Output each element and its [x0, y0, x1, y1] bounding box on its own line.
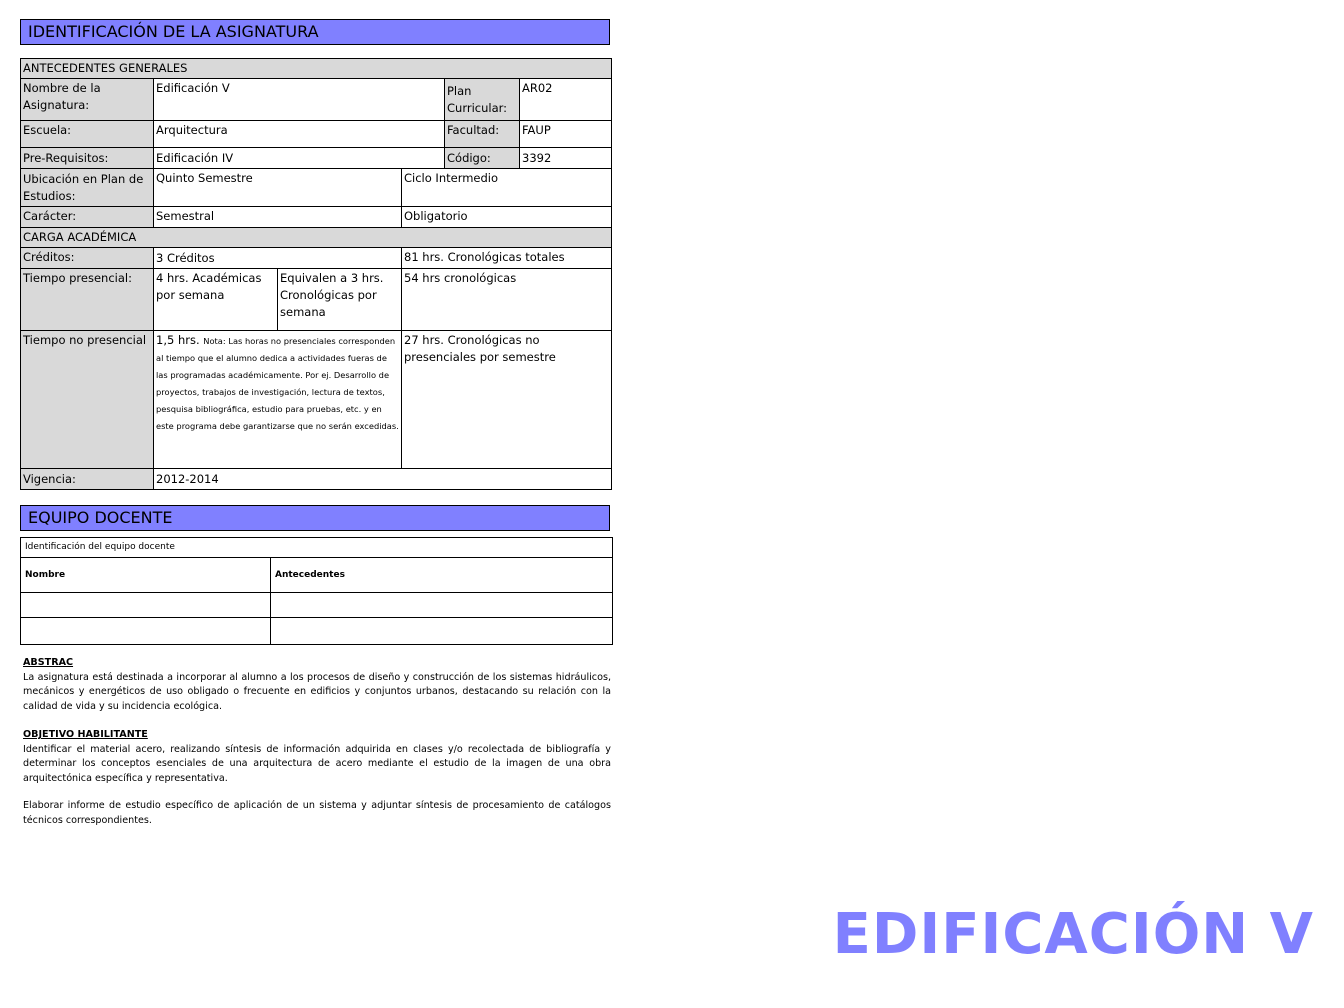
nopresencial-cell — [154, 331, 402, 469]
vigencia-label: Vigencia: — [21, 469, 154, 490]
presencial-label: Tiempo presencial: — [21, 269, 154, 331]
nopresencial-label: Tiempo no presencial — [21, 331, 154, 469]
objetivo-title: OBJETIVO HABILITANTE — [23, 729, 148, 740]
antecedentes-title: ANTECEDENTES GENERALES — [21, 59, 612, 79]
plan-label: Plan Curricular: — [445, 79, 520, 121]
carga-title: CARGA ACADÉMICA — [21, 228, 612, 248]
big-title: EDIFICACIÓN V — [832, 902, 1314, 967]
abstrac-title: ABSTRAC — [23, 657, 74, 668]
equipo-nombre-cell — [21, 618, 271, 645]
nombre-value: Edificación V — [154, 79, 445, 121]
creditos-value: 3 Créditos — [154, 248, 402, 269]
section-title-equipo: EQUIPO DOCENTE — [20, 505, 610, 531]
presencial-crono: 54 hrs cronológicas — [402, 269, 612, 331]
ubicacion-value: Quinto Semestre — [154, 169, 402, 207]
totales-value: 81 hrs. Cronológicas totales — [402, 248, 612, 269]
ciclo-value: Ciclo Intermedio — [402, 169, 612, 207]
prereq-label: Pre-Requisitos: — [21, 148, 154, 169]
nopresencial-note: Nota: Las horas no presenciales corresponden al tiempo que el alumno dedica a actividades fueras de las programadas académicamente. Por ej. Desarrollo de proyectos, trabajos de investigación, lectura de textos, pesquisa bibliográfica, estudio para pruebas, etc. y en este programa debe garantizarse que no serán excedidas. — [156, 336, 399, 431]
equipo-id-label: Identificación del equipo docente — [21, 538, 613, 558]
prereq-value: Edificación IV — [154, 148, 445, 169]
objetivo-text-2: Elaborar informe de estudio específico de aplicación de un sistema y adjuntar síntesis de procesamiento de catálogos técnicos correspondientes. — [23, 800, 611, 826]
nopresencial-hrs: 1,5 hrs. — [156, 333, 200, 347]
abstrac-text: La asignatura está destinada a incorporar al alumno a los procesos de diseño y construcción de los sistemas hidráulicos, mecánicos y energéticos de uso obligado o frecuente en edificios y conjuntos urbanos, destacando su relación con la calidad de vida y su incidencia ecológica. — [23, 671, 611, 712]
caracter-label: Carácter: — [21, 207, 154, 228]
objetivo-section — [23, 728, 611, 828]
antecedentes-table — [20, 58, 612, 490]
caracter-value: Semestral — [154, 207, 402, 228]
ubicacion-label: Ubicación en Plan de Estudios: — [21, 169, 154, 207]
col-nombre: Nombre — [21, 558, 271, 593]
abstrac-section — [23, 656, 611, 714]
escuela-label: Escuela: — [21, 121, 154, 148]
obligatorio-value: Obligatorio — [402, 207, 612, 228]
facultad-value: FAUP — [520, 121, 612, 148]
equivalen-value: Equivalen a 3 hrs. Cronológicas por semana — [278, 269, 402, 331]
nopresencial-total: 27 hrs. Cronológicas no presenciales por semestre — [402, 331, 612, 469]
nombre-label: Nombre de la Asignatura: — [21, 79, 154, 121]
escuela-value: Arquitectura — [154, 121, 445, 148]
vigencia-value: 2012-2014 — [154, 469, 612, 490]
equipo-antecedentes-cell — [271, 593, 613, 618]
presencial-value: 4 hrs. Académicas por semana — [154, 269, 278, 331]
equipo-nombre-cell — [21, 593, 271, 618]
codigo-label: Código: — [445, 148, 520, 169]
creditos-label: Créditos: — [21, 248, 154, 269]
col-antecedentes: Antecedentes — [271, 558, 613, 593]
section-title-identificacion: IDENTIFICACIÓN DE LA ASIGNATURA — [20, 19, 610, 45]
objetivo-text-1: Identificar el material acero, realizando síntesis de información adquirida en clases y/o recolectada de bibliografía y determinar los conceptos esenciales de una arquitectura de acero mediante el estudio de la imagen de una obra arquitectónica específica y representativa. — [23, 743, 611, 784]
equipo-table — [20, 537, 613, 645]
plan-value: AR02 — [520, 79, 612, 121]
facultad-label: Facultad: — [445, 121, 520, 148]
equipo-antecedentes-cell — [271, 618, 613, 645]
codigo-value: 3392 — [520, 148, 612, 169]
